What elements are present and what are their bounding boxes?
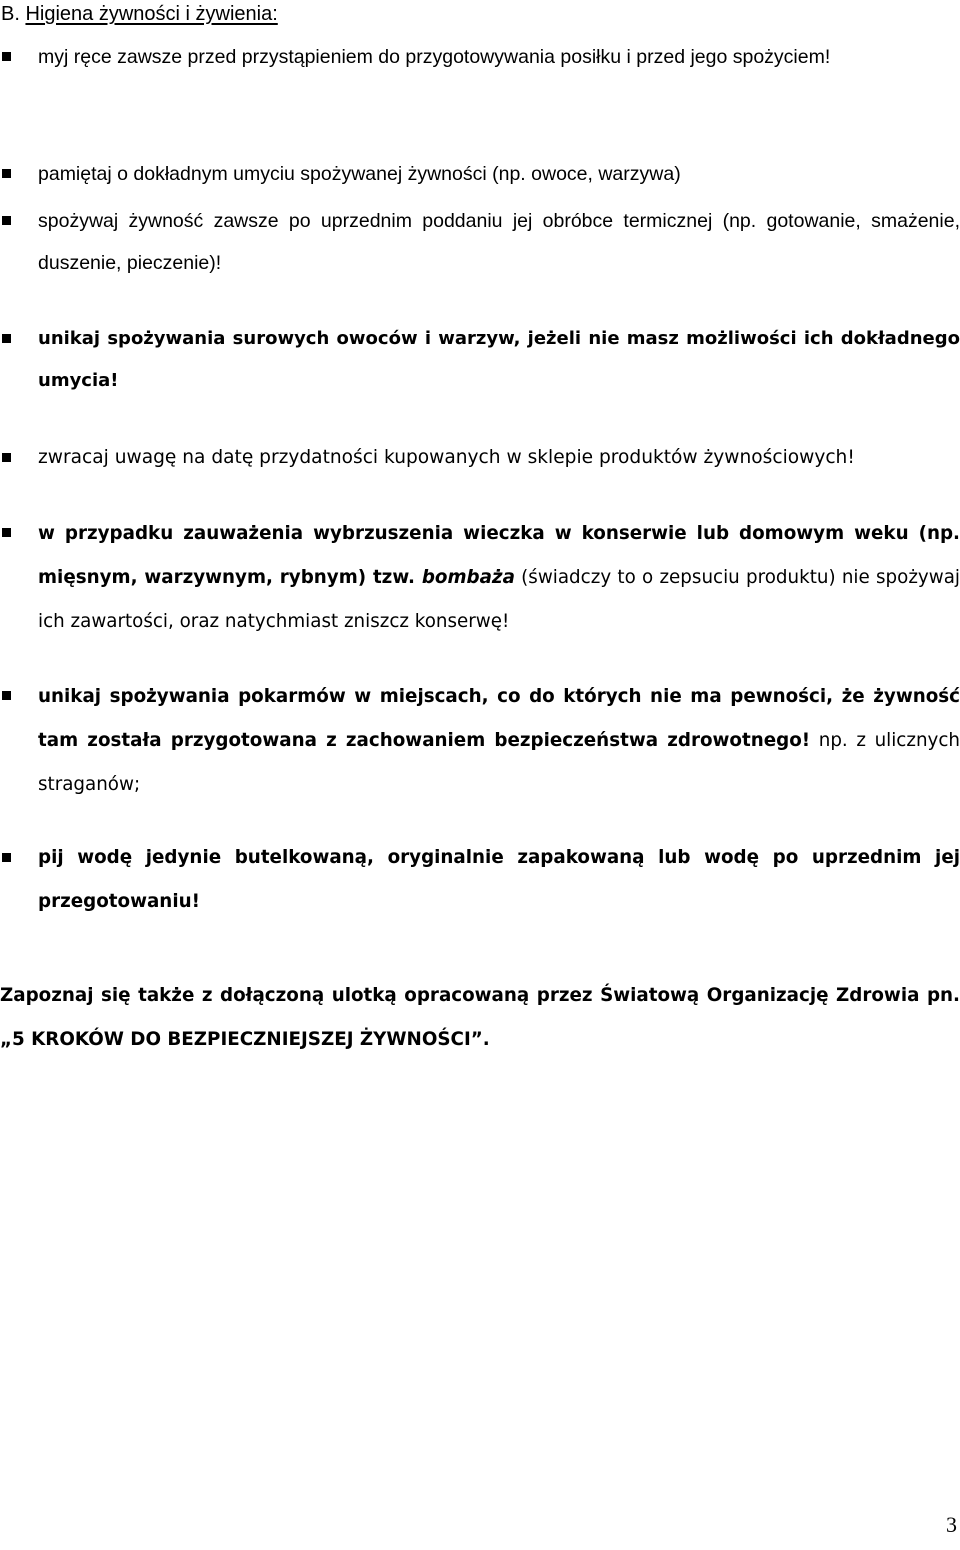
warning-text: w przypadku zauważenia wybrzuszenia wieczka w konserwie lub domowym weku (np. mięsnym, warzywnym, rybnym) tzw. bbox=[38, 523, 960, 588]
square-bullet-icon bbox=[2, 853, 11, 862]
list-item-text: zwracaj uwagę na datę przydatności kupowanych w sklepie produktów żywnościowych! bbox=[38, 447, 855, 468]
list-item-text: spożywaj żywność zawsze po uprzednim poddaniu jej obróbce termicznej (np. gotowanie, smażenie, duszenie, pieczenie)! bbox=[38, 210, 960, 274]
list-item bbox=[0, 318, 960, 402]
section-title: Higiena żywności i żywienia: bbox=[25, 3, 278, 25]
list-item-text: myj ręce zawsze przed przystąpieniem do przygotowywania posiłku i przed jego spożyciem! bbox=[38, 46, 831, 68]
section-letter: B. bbox=[1, 3, 26, 25]
list-item bbox=[0, 36, 960, 78]
list-item bbox=[0, 437, 960, 479]
closing-paragraph: Zapoznaj się także z dołączoną ulotką opracowaną przez Światową Organizację Zdrowia pn. „5 KROKÓW DO BEZPIECZNIEJSZEJ ŻYWNOŚCI”. bbox=[0, 985, 960, 1050]
page-number: 3 bbox=[946, 1512, 957, 1537]
list-item bbox=[0, 836, 960, 924]
list-item-text bbox=[38, 512, 960, 644]
list-item-text: unikaj spożywania surowych owoców i warzyw, jeżeli nie masz możliwości ich dokładnego umycia! bbox=[38, 328, 960, 391]
list-item bbox=[0, 153, 960, 195]
list-item bbox=[0, 512, 960, 644]
square-bullet-icon bbox=[2, 691, 11, 700]
emphasized-term: bombaża bbox=[421, 567, 515, 588]
list-item bbox=[0, 200, 960, 284]
square-bullet-icon bbox=[2, 528, 11, 537]
square-bullet-icon bbox=[2, 169, 11, 178]
square-bullet-icon bbox=[2, 52, 11, 61]
square-bullet-icon bbox=[2, 216, 11, 225]
list-item-text bbox=[38, 675, 960, 807]
explanation-text: (świadczy to o zepsuciu produktu) nie spożywaj ich zawartości, oraz natychmiast zniszcz konserwę! bbox=[38, 567, 960, 632]
list-item-text: pij wodę jedynie butelkowaną, oryginalnie zapakowaną lub wodę po uprzednim jej przegotowaniu! bbox=[38, 847, 960, 912]
section-heading bbox=[1, 0, 278, 28]
example-text: np. z ulicznych straganów; bbox=[38, 730, 960, 795]
square-bullet-icon bbox=[2, 453, 11, 462]
list-item bbox=[0, 675, 960, 807]
square-bullet-icon bbox=[2, 334, 11, 343]
list-item-text: pamiętaj o dokładnym umyciu spożywanej żywności (np. owoce, warzywa) bbox=[38, 163, 681, 185]
warning-text: unikaj spożywania pokarmów w miejscach, co do których nie ma pewności, że żywność tam została przygotowana z zachowaniem bezpieczeństwa zdrowotnego! bbox=[38, 686, 960, 751]
